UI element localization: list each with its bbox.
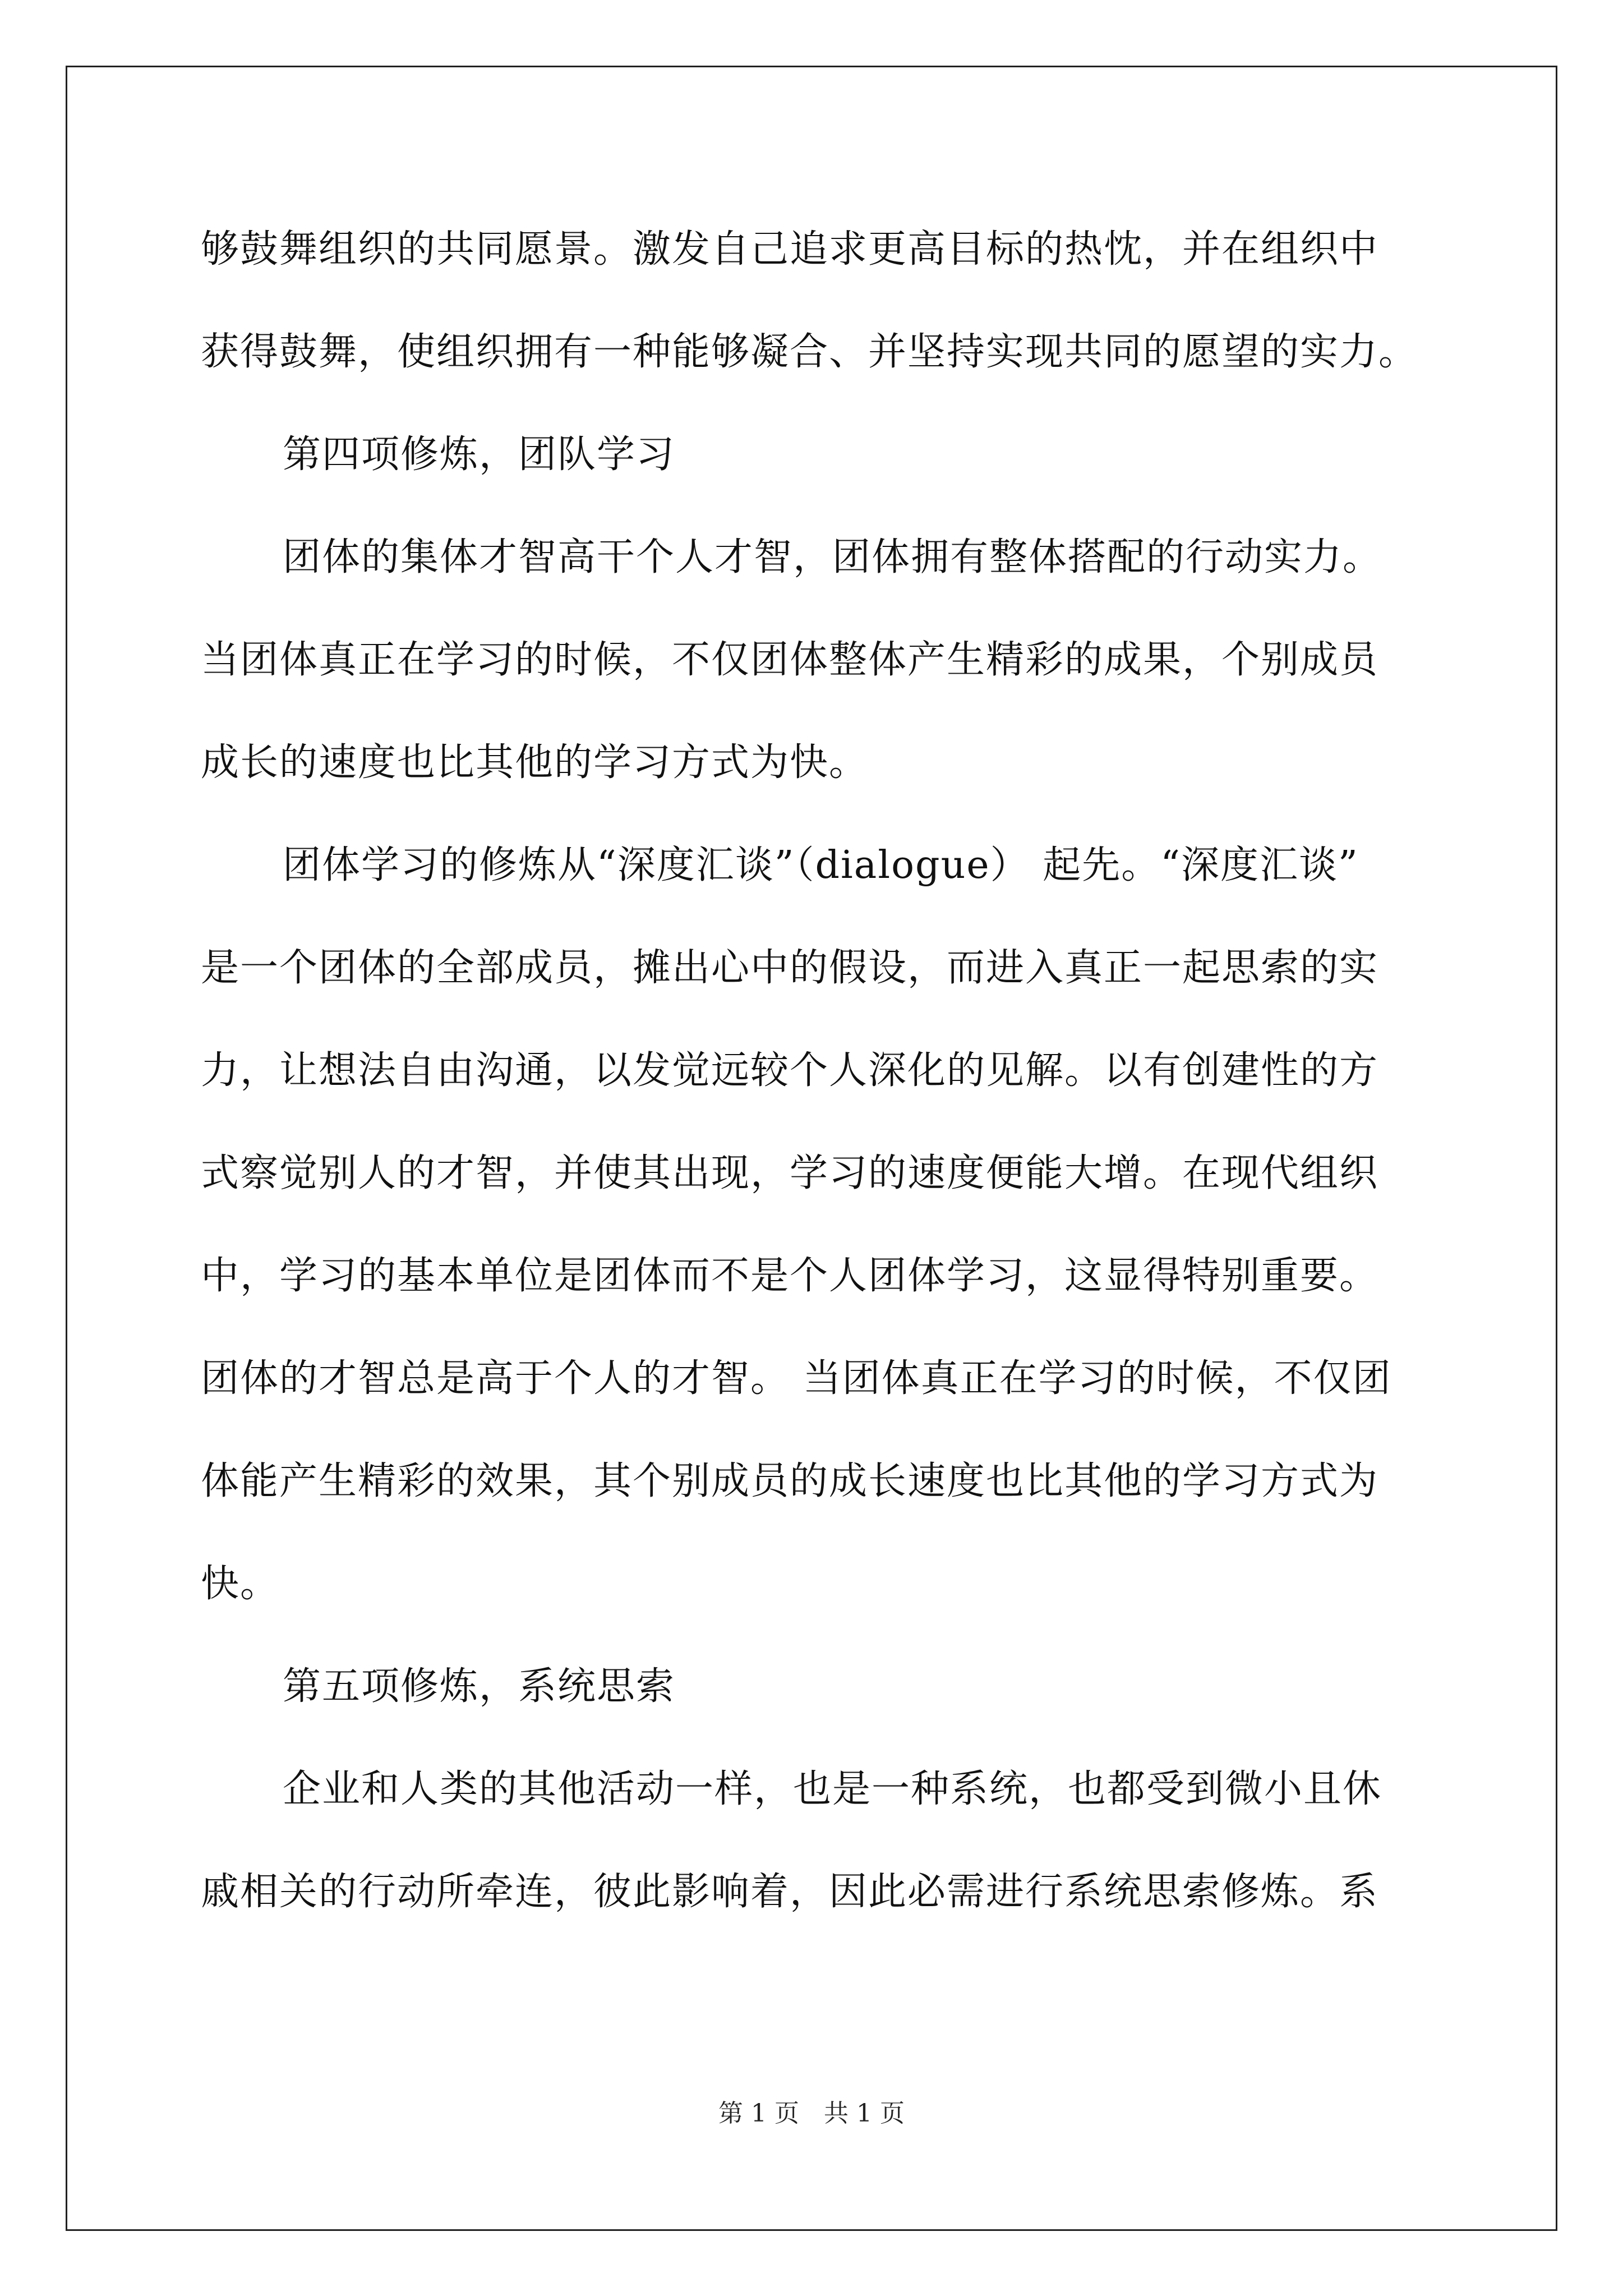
body-line: 成长的速度也比其他的学习方式为快。 (201, 740, 869, 785)
body-line: 获得鼓舞，使组织拥有一种能够凝合、并坚持实现共同的愿望的实力。 (201, 330, 1418, 374)
page-number-footer: 第 1 页 共 1 页 (718, 2099, 905, 2128)
body-line: 力，让想法自由沟通，以发觉远较个人深化的见解。以有创建性的方 (201, 1048, 1379, 1093)
section-heading: 第四项修炼，团队学习 (283, 432, 676, 477)
body-line: 团体的集体才智高干个人才智，团体拥有整体搭配的行动实力。 (283, 535, 1382, 579)
body-line: 中，学习的基本单位是团体而不是个人团体学习，这显得特别重要。 (201, 1254, 1379, 1298)
body-line: 当团体真正在学习的时候，不仅团体整体产生精彩的成果，个别成员 (201, 638, 1379, 682)
body-line: 团体的才智总是高于个人的才智。 当团体真正在学习的时候，不仅团 (201, 1356, 1392, 1401)
body-line: 够鼓舞组织的共同愿景。激发自己追求更高目标的热忱，并在组织中 (201, 227, 1379, 272)
section-heading: 第五项修炼，系统思索 (283, 1664, 676, 1709)
body-line: 体能产生精彩的效果，其个别成员的成长速度也比其他的学习方式为 (201, 1459, 1379, 1503)
body-line: 企业和人类的其他活动一样，也是一种系统，也都受到微小且休 (283, 1767, 1382, 1811)
body-line: 团体学习的修炼从“深度汇谈”（dialogue） 起先。“深度汇谈” (283, 843, 1359, 887)
body-line: 快。 (201, 1562, 280, 1606)
body-line: 戚相关的行动所牵连，彼此影响着，因此必需进行系统思索修炼。系 (201, 1870, 1379, 1914)
body-line: 式察觉别人的才智，并使其出现，学习的速度便能大增。在现代组织 (201, 1151, 1379, 1195)
body-line: 是一个团体的全部成员，摊出心中的假设，而进入真正一起思索的实 (201, 946, 1379, 990)
